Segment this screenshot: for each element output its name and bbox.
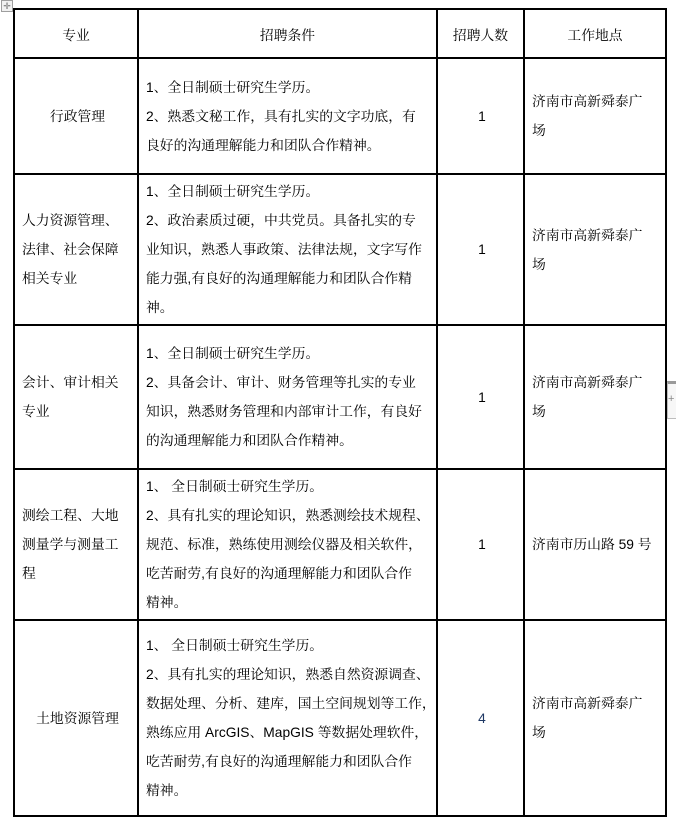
condition-line: 1、全日制硕士研究生学历。 bbox=[146, 184, 320, 199]
count-cell bbox=[437, 58, 524, 174]
condition-line: 精神。 bbox=[146, 595, 188, 610]
conditions-cell bbox=[138, 325, 437, 469]
condition-line: 神。 bbox=[146, 300, 174, 315]
conditions-cell bbox=[138, 58, 437, 174]
conditions-cell bbox=[138, 620, 437, 816]
recruitment-table bbox=[13, 8, 667, 817]
table-row bbox=[14, 469, 666, 620]
table-row bbox=[14, 174, 666, 325]
major-cell bbox=[14, 325, 138, 469]
count-value: 1 bbox=[478, 389, 486, 405]
major-cell bbox=[14, 469, 138, 620]
location-line: 济南市高新舜泰广 bbox=[532, 696, 643, 711]
count-cell bbox=[437, 325, 524, 469]
condition-line: 1、 全日制硕士研究生学历。 bbox=[146, 638, 324, 653]
condition-line: 2、具有扎实的理论知识，熟悉测绘技术规程、 bbox=[146, 508, 430, 523]
conditions-cell bbox=[138, 174, 437, 325]
table-row bbox=[14, 620, 666, 816]
condition-line: 1、全日制硕士研究生学历。 bbox=[146, 79, 320, 95]
header-major: 专业 bbox=[14, 9, 138, 58]
header-conditions: 招聘条件 bbox=[138, 9, 437, 58]
major-line: 相关专业 bbox=[22, 271, 78, 286]
location-line: 济南市高新舜泰广 bbox=[532, 227, 643, 243]
condition-line: 知识，熟悉财务管理和内部审计工作，有良好 bbox=[146, 404, 422, 419]
location-line: 场 bbox=[532, 725, 546, 740]
condition-line: 熟练应用 ArcGIS、MapGIS 等数据处理软件， bbox=[146, 725, 429, 740]
condition-line: 吃苦耐劳,有良好的沟通理解能力和团队合作 bbox=[146, 566, 412, 581]
location-cell bbox=[524, 325, 666, 469]
major-line: 会计、审计相关 bbox=[22, 375, 119, 390]
condition-line: 精神。 bbox=[146, 783, 188, 798]
condition-line: 2、熟悉文秘工作，具有扎实的文字功底，有 bbox=[146, 108, 416, 124]
count-cell bbox=[437, 620, 524, 816]
condition-line: 2、具备会计、审计、财务管理等扎实的专业 bbox=[146, 375, 416, 390]
major-line: 土地资源管理 bbox=[36, 710, 119, 726]
condition-line: 规范、标准，熟练使用测绘仪器及相关软件， bbox=[146, 537, 422, 552]
side-scroll-button[interactable]: + bbox=[667, 381, 676, 419]
major-line: 法律、社会保障 bbox=[22, 242, 119, 257]
count-cell bbox=[437, 469, 524, 620]
condition-line: 能力强,有良好的沟通理解能力和团队合作精 bbox=[146, 271, 412, 286]
location-cell bbox=[524, 469, 666, 620]
header-row bbox=[14, 9, 666, 58]
count-value: 1 bbox=[478, 108, 486, 124]
location-cell bbox=[524, 174, 666, 325]
condition-line: 2、政治素质过硬，中共党员。具备扎实的专 bbox=[146, 213, 416, 228]
condition-line: 数据处理、分析、建库，国土空间规划等工作， bbox=[146, 696, 436, 711]
table-row bbox=[14, 58, 666, 174]
location-line: 场 bbox=[532, 123, 546, 138]
condition-line: 的沟通理解能力和团队合作精神。 bbox=[146, 433, 353, 448]
header-location: 工作地点 bbox=[524, 9, 666, 58]
location-line: 济南市高新舜泰广 bbox=[532, 94, 643, 109]
count-cell bbox=[437, 174, 524, 325]
major-cell bbox=[14, 620, 138, 816]
condition-line: 1、 全日制硕士研究生学历。 bbox=[146, 479, 324, 494]
major-line: 行政管理 bbox=[49, 108, 106, 124]
conditions-cell bbox=[138, 469, 437, 620]
table-row bbox=[14, 325, 666, 469]
table-body bbox=[14, 58, 666, 816]
major-line: 测量学与测量工 bbox=[22, 537, 119, 552]
location-line: 济南市历山路 59 号 bbox=[532, 537, 652, 552]
count-value: 1 bbox=[478, 537, 486, 552]
location-cell bbox=[524, 58, 666, 174]
condition-line: 1、全日制硕士研究生学历。 bbox=[146, 346, 320, 361]
major-line: 测绘工程、大地 bbox=[22, 508, 119, 523]
header-count: 招聘人数 bbox=[437, 9, 524, 58]
location-line: 济南市高新舜泰广 bbox=[532, 375, 643, 390]
major-cell bbox=[14, 58, 138, 174]
location-line: 场 bbox=[532, 256, 546, 272]
location-line: 场 bbox=[532, 404, 546, 419]
major-line: 程 bbox=[22, 566, 36, 581]
count-value: 1 bbox=[478, 242, 486, 257]
condition-line: 2、具有扎实的理论知识，熟悉自然资源调查、 bbox=[146, 667, 430, 682]
condition-line: 业知识，熟悉人事政策、法律法规，文字写作 bbox=[146, 242, 422, 257]
location-cell bbox=[524, 620, 666, 816]
major-cell bbox=[14, 174, 138, 325]
condition-line: 吃苦耐劳,有良好的沟通理解能力和团队合作 bbox=[146, 754, 412, 769]
condition-line: 良好的沟通理解能力和团队合作精神。 bbox=[146, 137, 381, 153]
count-value: 4 bbox=[478, 710, 486, 726]
table-move-handle-icon[interactable]: ✛ bbox=[1, 0, 13, 12]
major-line: 专业 bbox=[22, 404, 50, 419]
major-line: 人力资源管理、 bbox=[22, 213, 119, 228]
